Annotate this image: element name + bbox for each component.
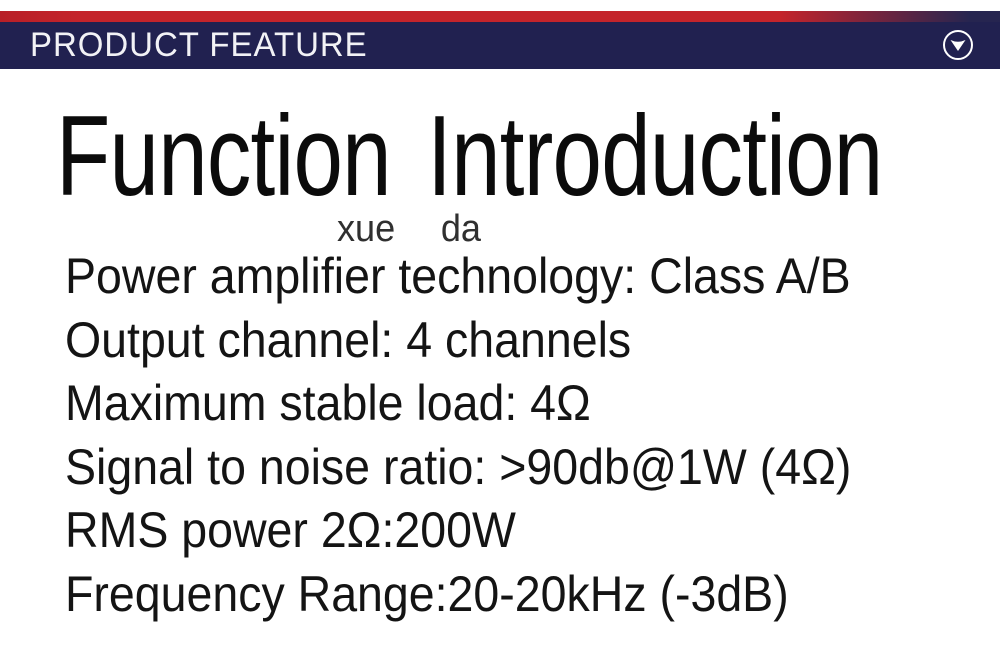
collapse-button[interactable] (943, 30, 973, 60)
spec-list (65, 245, 851, 626)
watermark-text-first: xue (337, 208, 396, 250)
spec-line-frequency-range: Frequency Range:20-20kHz (-3dB) (65, 565, 789, 622)
chevron-down-icon (949, 38, 967, 52)
spec-line-amplifier-technology: Power amplifier technology: Class A/B (65, 248, 851, 304)
spec-line-output-channel: Output channel: 4 channels (65, 311, 632, 368)
accent-stripe (0, 11, 1000, 22)
section-header-title: PRODUCT FEATURE (30, 26, 368, 64)
spec-line-signal-noise-ratio: Signal to noise ratio: >90db@1W (4Ω) (65, 438, 852, 495)
spec-line-rms-power: RMS power 2Ω:200W (65, 502, 516, 558)
page-title: Function Introduction (56, 93, 883, 220)
watermark-text-second: da (440, 208, 481, 250)
section-header (0, 22, 1000, 69)
spec-line-stable-load: Maximum stable load: 4Ω (65, 375, 591, 431)
